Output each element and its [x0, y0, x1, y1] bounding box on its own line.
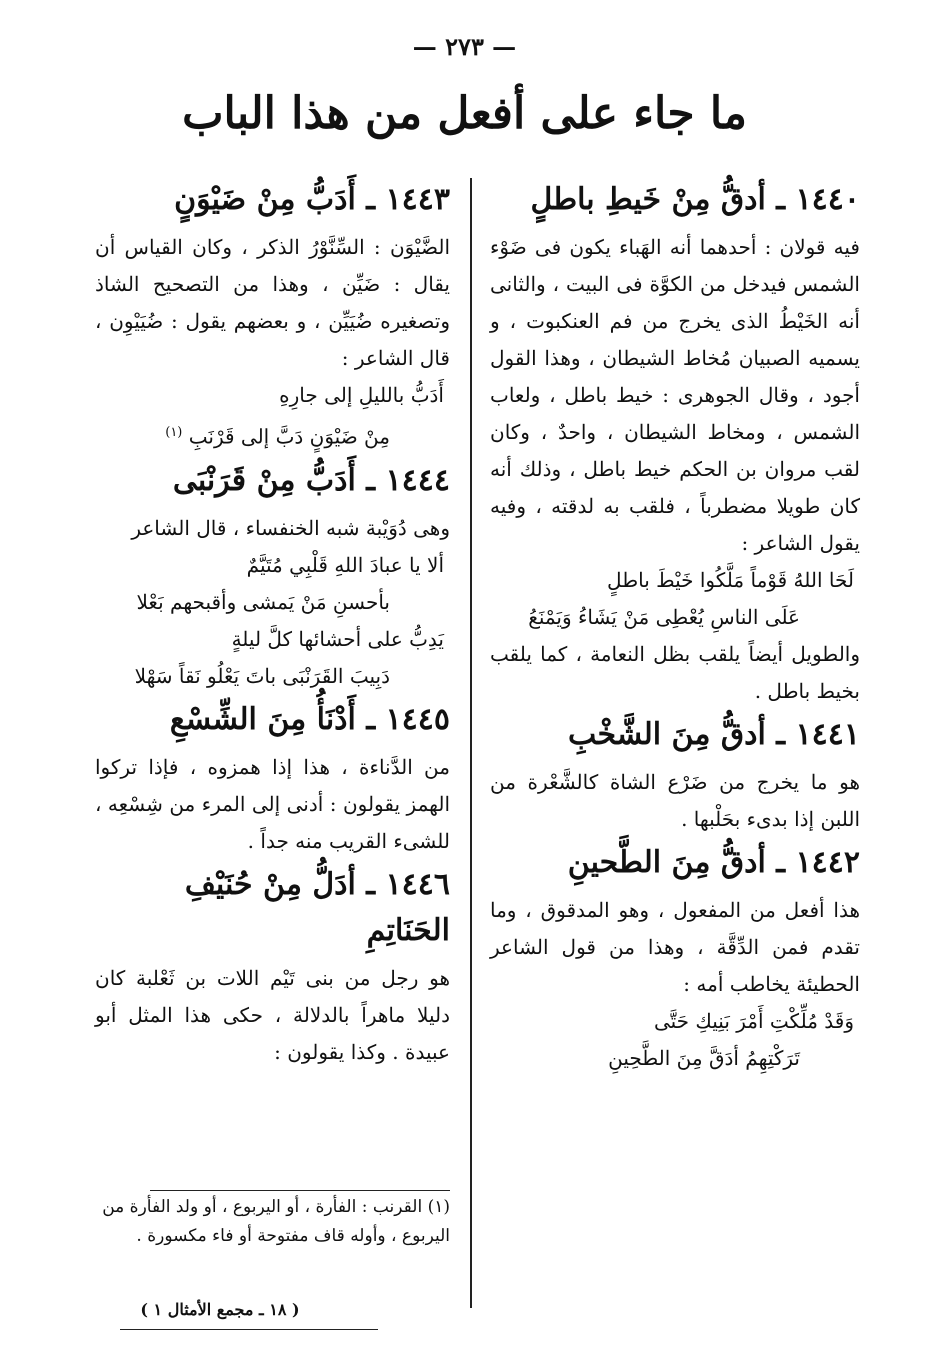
entry-text: من الدَّناءة ، هذا إذا همزوه ، فإذا تركوا الهمز يقولون : أدنى إلى المرء من شِسْعِه ، للشىء القريب منه جداً .	[95, 754, 450, 853]
entry-heading: ١٤٤٣ ـ أَدَبُّ مِنْ ضَيْوَنٍ	[174, 182, 450, 217]
entry-1446	[95, 862, 450, 1071]
page-title: ما جاء على أفعل من هذا الباب	[182, 88, 747, 139]
entry-1440	[490, 177, 860, 710]
entry-heading: ١٤٤٥ ـ أَدْنَأُ مِنَ الشِّسْعِ	[169, 701, 450, 737]
verse-line: تَرَكْتِهِمُ أدَقَّ مِنَ الطَّحِينِ	[608, 1046, 800, 1070]
entry-text: وهى دُوَيْبة شبه الخنفساء ، قال الشاعر	[131, 515, 450, 540]
entry-text: هو ما يخرج من ضَرْع الشاة كالشَّعْرة من اللبن إذا بدىء بحَلْبها .	[490, 770, 860, 831]
verse-line: أَدَبُّ بالليلِ إلى جارِهِ	[279, 383, 444, 407]
verse-line: يَدِبُّ على أحشائها كلَّ ليلةٍ	[231, 626, 444, 651]
footnote-rule	[150, 1190, 450, 1191]
entry-heading: ١٤٤١ ـ أدقُّ مِنَ الشَّخْبِ	[568, 717, 860, 752]
entry-1442	[490, 840, 860, 1077]
column-divider	[470, 178, 472, 1308]
entry-1443	[95, 177, 450, 456]
entry-heading: ١٤٤٢ ـ أدقُّ مِنَ الطَّحينِ	[567, 845, 860, 880]
entry-1444	[95, 458, 450, 695]
verse-line	[95, 414, 450, 456]
entry-heading: ١٤٤٦ ـ أدَلُّ مِنْ حُنَيْفِ الحَنَاتِمِ	[184, 866, 450, 948]
signature-mark: ( ١٨ ـ مجمع الأمثال ١ )	[140, 1300, 300, 1319]
footnote-marker: (١)	[165, 425, 183, 440]
entry-text: هذا أفعل من المفعول ، وهو المدقوق ، وما تقدم فمن الدِّقَّة ، وهذا من قول الشاعر الحطيئة يخاطب أمه :	[490, 898, 860, 996]
verse-line: عَلَى الناسِ يُعْطِى مَنْ يَشَاءُ وَيَمْنَعُ	[528, 605, 800, 629]
footnote: (١) القرنب : الفأرة ، أو اليربوع ، أو ولد الفأرة من اليربوع ، وأوله قاف مفتوحة أو فاء مكسورة .	[102, 1197, 450, 1246]
left-column	[95, 175, 450, 1071]
entry-text: هو رجل من بنى تَيْم اللات بن ثَعْلبة كان دليلا ماهراً بالدلالة ، حكى هذا المثل أبو عبيدة . وكذا يقولون :	[95, 965, 450, 1064]
verse-text: مِنْ ضَيْوَنٍ دَبَّ إلى قَرْنَبِ	[188, 424, 390, 449]
page-number: — ٢٧٣ —	[412, 32, 517, 61]
verse-line: ألا يا عبادَ اللهِ قَلْبِي مُتَيَّمٌ	[246, 552, 444, 577]
entry-text: والطويل أيضاً يلقب بظل النعامة ، كما يلقب بخيط باطل .	[490, 642, 860, 703]
entry-heading: ١٤٤٤ ـ أَدَبُّ مِنْ قَرَنْبَى	[172, 462, 450, 498]
entry-text: الضَّيْوَن : السِّنَّوْرُ الذكر ، وكان القياس أن يقال : ضَيِّن ، وهذا من التصحيح الشاذ وتصغيره ضُيَيِّن ، و بعضهم يقول : ضُيَيْوِن ، قال الشاعر :	[95, 235, 450, 370]
verse-line: بأحسنِ مَنْ يَمشى وأقبحهم بَعْلا	[136, 589, 390, 614]
entry-1445	[95, 697, 450, 860]
entry-heading: ١٤٤٠ ـ أدقُّ مِنْ خَيطِ باطلٍ	[530, 182, 860, 217]
entry-1441	[490, 712, 860, 838]
right-column	[490, 175, 860, 1077]
verse-line: وَقَدْ مُلِّكْتِ أَمْرَ بَنِيكِ حَتَّى	[653, 1009, 854, 1033]
verse-line: لَحَا اللهُ قَوْماً مَلَّكُوا خَيْطَ باطلٍ	[607, 568, 854, 592]
bottom-rule	[120, 1329, 378, 1330]
entry-text: فيه قولان : أحدهما أنه الهَباء يكون فى ضَوْء الشمس فيدخل من الكوَّة فى البيت ، والثانى أنه الخَيْطُ الذى يخرج من فم العنكبوت ، و يسميه الصبيان مُخاط الشيطان ، وهذا القول أجود ، وقال الجوهرى : خيط باطل ، ولعاب الشمس ، ومخاط الشيطان ، واحدٌ ، وكان لقب مروان بن الحكم خيط باطل ، وذلك أنه كان طويلا مضطرباً ، فلقب به لدقته ، وفيه يقول الشاعر :	[490, 235, 860, 555]
verse-line: دَبِيبَ القَرَنْبَى باتَ يَعْلُو نَقاً سَهْلا	[134, 663, 390, 688]
